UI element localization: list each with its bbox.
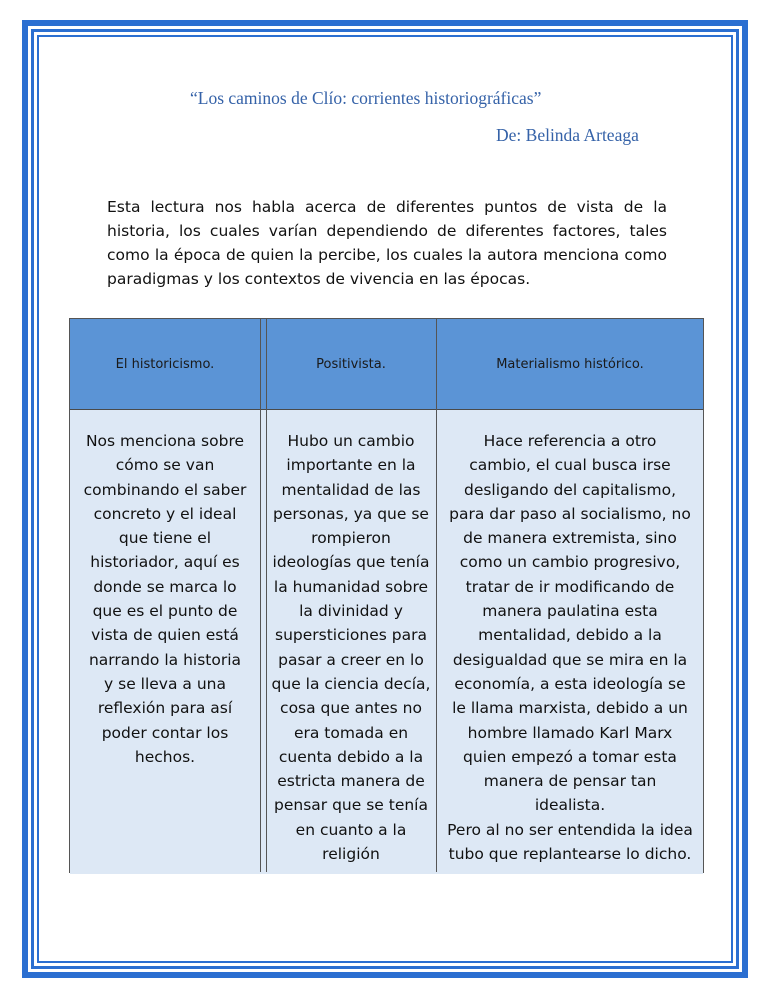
- cell-historicismo: [70, 429, 260, 769]
- document-title: “Los caminos de Clío: corrientes historiográficas”: [190, 88, 542, 108]
- cell-line: tubo que replantearse lo dicho.: [448, 845, 692, 864]
- column-divider: [260, 319, 261, 872]
- intro-line: como la época de quien la percibe, los cuales la autora menciona como: [107, 246, 667, 264]
- header-historicismo: El historicismo.: [115, 357, 215, 372]
- intro-paragraph: [107, 195, 667, 291]
- comparison-table: [69, 318, 704, 873]
- cell-line: desligando del capitalismo,: [463, 480, 677, 499]
- cell-line: cambio, el cual busca irse: [469, 456, 671, 475]
- cell-line: pasar a creer en lo: [278, 650, 424, 669]
- cell-line: reflexión para así: [97, 699, 233, 718]
- intro-line: historia, los cuales varían dependiendo de diferentes factores, tales: [107, 222, 667, 240]
- cell-line: narrando la historia: [88, 650, 242, 669]
- cell-line: Pero al no ser entendida la idea: [447, 820, 693, 839]
- intro-line: Esta lectura nos habla acerca de diferentes puntos de vista de la: [107, 198, 667, 216]
- cell-line: manera paulatina esta: [482, 602, 658, 621]
- cell-line: para dar paso al socialismo, no: [449, 504, 691, 523]
- cell-line: mentalidad, debido a la: [478, 626, 662, 645]
- cell-line: en cuanto a la: [295, 820, 407, 839]
- cell-line: idealista.: [534, 796, 606, 815]
- cell-line: desigualdad que se mira en la: [452, 650, 688, 669]
- cell-line: que la ciencia decía,: [271, 674, 431, 693]
- cell-line: era tomada en: [293, 723, 409, 742]
- row-divider: [70, 409, 703, 410]
- cell-line: y se lleva a una: [104, 674, 226, 693]
- cell-materialismo: [436, 429, 704, 866]
- header-positivista: Positivista.: [316, 357, 386, 372]
- cell-line: Hubo un cambio: [287, 432, 415, 450]
- cell-line: combinando el saber: [83, 480, 247, 499]
- cell-line: rompieron: [311, 529, 391, 548]
- cell-line: cuenta debido a la: [278, 747, 424, 766]
- cell-line: la divinidad y: [299, 602, 403, 621]
- cell-line: donde se marca lo: [93, 577, 237, 596]
- cell-line: le llama marxista, debido a un: [452, 699, 688, 718]
- cell-line: que tiene el: [118, 529, 212, 548]
- cell-line: importante en la: [286, 456, 416, 475]
- cell-line: como un cambio progresivo,: [459, 553, 681, 572]
- cell-line: cosa que antes no: [280, 699, 422, 718]
- cell-positivista: [266, 429, 436, 866]
- cell-line: historiador, aquí es: [90, 553, 240, 572]
- cell-line: de manera extremista, sino: [463, 529, 677, 548]
- cell-line: pensar que se tenía: [274, 796, 428, 815]
- cell-line: que es el punto de: [92, 602, 238, 621]
- cell-line: Hace referencia a otro: [483, 432, 657, 450]
- cell-line: hombre llamado Karl Marx: [467, 723, 673, 742]
- intro-line: paradigmas y los contextos de vivencia en las épocas.: [107, 270, 531, 288]
- cell-line: poder contar los: [101, 723, 229, 742]
- cell-line: manera de pensar tan: [483, 772, 657, 791]
- cell-line: personas, ya que se: [273, 504, 429, 523]
- cell-line: economía, a esta ideología se: [454, 674, 686, 693]
- cell-line: mentalidad de las: [281, 480, 421, 499]
- cell-line: ideologías que tenía: [272, 553, 430, 572]
- cell-line: hechos.: [134, 747, 196, 766]
- document-author: De: Belinda Arteaga: [496, 125, 639, 145]
- cell-line: supersticiones para: [275, 626, 427, 645]
- cell-line: estricta manera de: [277, 772, 425, 791]
- header-materialismo: Materialismo histórico.: [496, 357, 644, 372]
- cell-line: vista de quien está: [91, 626, 239, 645]
- cell-line: la humanidad sobre: [273, 577, 429, 596]
- cell-line: religión: [322, 845, 380, 864]
- cell-line: tratar de ir modificando de: [465, 577, 675, 596]
- cell-line: Nos menciona sobre: [85, 432, 245, 450]
- cell-line: concreto y el ideal: [93, 504, 237, 523]
- cell-line: quien empezó a tomar esta: [463, 747, 677, 766]
- cell-line: cómo se van: [115, 456, 215, 475]
